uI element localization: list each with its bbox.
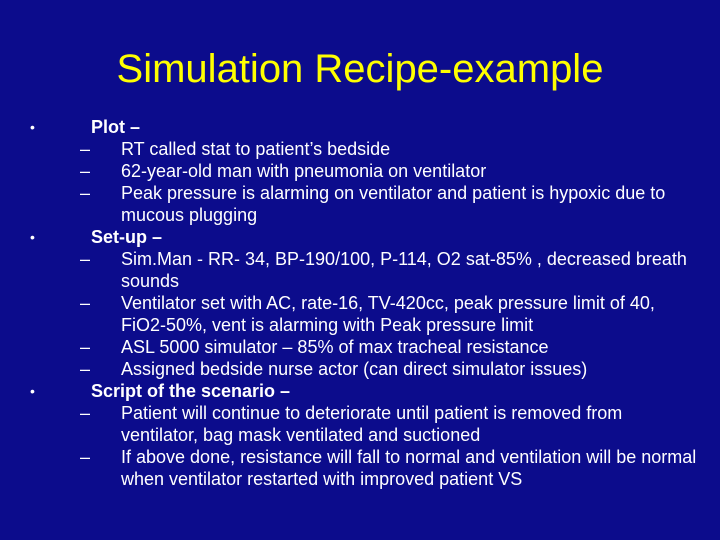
dash-icon: – — [80, 183, 91, 203]
dash-icon: – — [80, 139, 91, 159]
list-item-text: RT called stat to patient’s bedside — [121, 139, 391, 159]
list-item-text: ASL 5000 simulator – 85% of max tracheal resistance — [121, 337, 549, 357]
list-item — [0, 336, 720, 358]
section-script — [0, 380, 720, 402]
list-item — [0, 358, 720, 380]
dash-icon: – — [80, 293, 91, 313]
section-heading: Set-up – — [91, 227, 163, 247]
dash-icon: – — [80, 403, 91, 423]
section-setup — [0, 226, 720, 248]
list-item — [0, 138, 720, 160]
section-heading: Plot – — [91, 117, 141, 137]
list-item — [0, 446, 720, 490]
list-item — [0, 402, 720, 446]
list-item-text: Assigned bedside nurse actor (can direct simulator issues) — [121, 359, 588, 379]
dash-icon: – — [80, 161, 91, 181]
bullet-icon: • — [30, 383, 35, 399]
section-heading: Script of the scenario – — [91, 381, 291, 401]
list-item-text: 62-year-old man with pneumonia on ventilator — [121, 161, 487, 181]
dash-icon: – — [80, 447, 91, 467]
list-item — [0, 160, 720, 182]
list-item-text: If above done, resistance will fall to normal and ventilation will be normal when ventilator restarted with improved patient VS — [121, 447, 697, 489]
list-item — [0, 292, 720, 336]
slide-title: Simulation Recipe-example — [116, 47, 604, 91]
bullet-icon: • — [30, 229, 35, 245]
list-item-text: Sim.Man - RR- 34, BP-190/100, P-114, O2 sat-85% , decreased breath sounds — [121, 249, 687, 291]
section-plot — [0, 116, 720, 138]
slide-content — [0, 116, 720, 490]
dash-icon: – — [80, 337, 91, 357]
list-item-text: Ventilator set with AC, rate-16, TV-420cc, peak pressure limit of 40, FiO2-50%, vent is alarming with Peak pressure limit — [121, 293, 655, 335]
bullet-icon: • — [30, 119, 35, 135]
list-item-text: Patient will continue to deteriorate until patient is removed from ventilator, bag mask ventilated and suctioned — [121, 403, 623, 445]
dash-icon: – — [80, 249, 91, 269]
list-item — [0, 182, 720, 226]
list-item — [0, 248, 720, 292]
list-item-text: Peak pressure is alarming on ventilator and patient is hypoxic due to mucous plugging — [121, 183, 666, 225]
dash-icon: – — [80, 359, 91, 379]
